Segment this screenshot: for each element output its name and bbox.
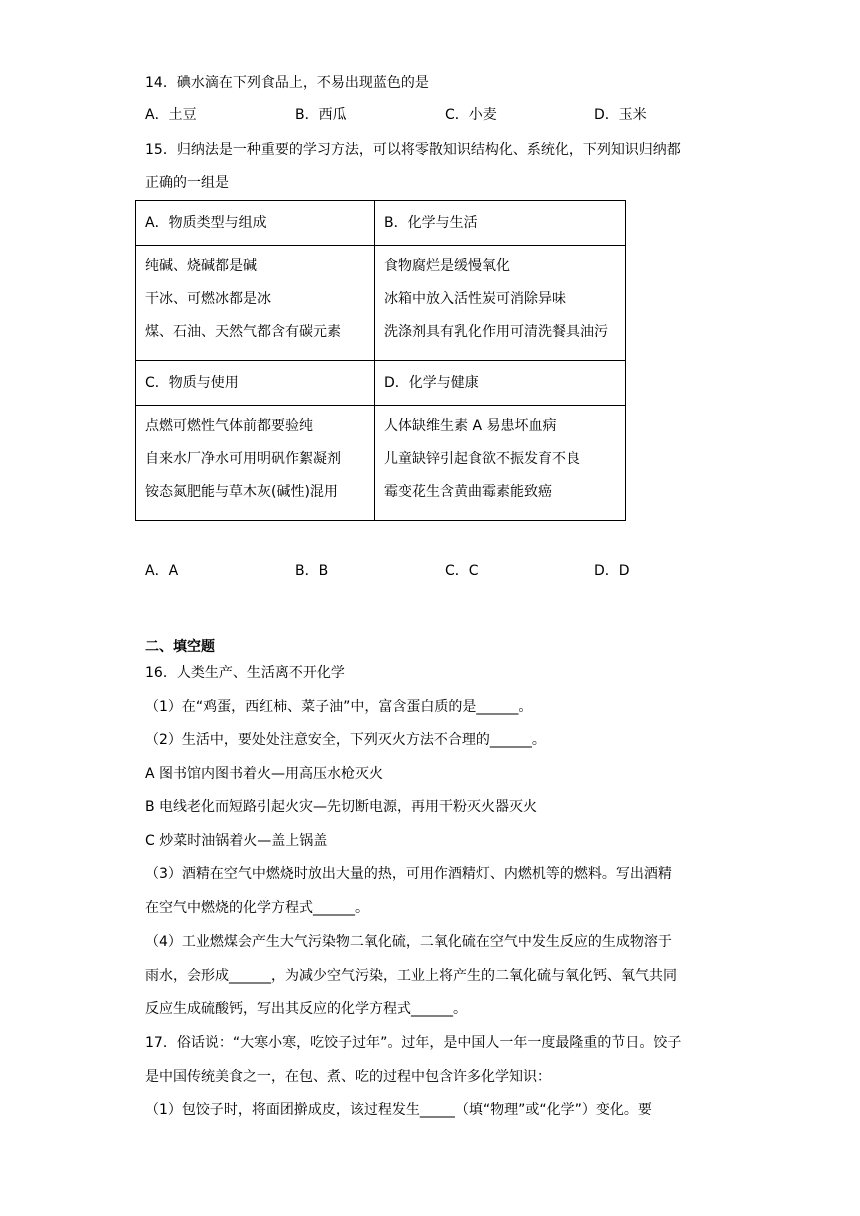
q14-stem: 14．碘水滴在下列食品上，不易出现蓝色的是: [145, 75, 429, 91]
q16-stem: 16．人类生产、生活离不开化学: [145, 665, 345, 681]
section-title: 二、填空题: [145, 639, 215, 655]
q15-a-item: 煤、石油、天然气都含有碳元素: [145, 324, 341, 340]
q16-part1: （1）在“鸡蛋，西红柿、菜子油”中，富含蛋白质的是______。: [145, 699, 533, 715]
q14-option-a: A．土豆: [145, 107, 197, 123]
q15-table: [135, 200, 626, 521]
q15-b-item: 冰箱中放入活性炭可消除异味: [384, 291, 566, 307]
q15-stem-line2: 正确的一组是: [145, 175, 229, 191]
q15-option-d: D．D: [594, 563, 630, 579]
q15-a-head: A．物质类型与组成: [136, 201, 375, 246]
q15-a-item: 干冰、可燃冰都是冰: [145, 291, 271, 307]
q16-part3-line1: （3）酒精在空气中燃烧时放出大量的热，可用作酒精灯、内燃机等的燃料。写出酒精: [145, 866, 672, 882]
q15-d-item: 人体缺维生素 A 易患坏血病: [384, 418, 557, 434]
q17-line1: 17．俗话说：“大寒小寒，吃饺子过年”。过年，是中国人一年一度最隆重的节日。饺子: [145, 1035, 682, 1051]
q15-b-head: B．化学与生活: [375, 201, 626, 246]
q15-option-a: A．A: [145, 563, 179, 579]
q15-c-item: 铵态氮肥能与草木灰(碱性)混用: [145, 484, 338, 500]
q15-c-head: C．物质与使用: [136, 361, 375, 406]
q15-stem-line1: 15．归纳法是一种重要的学习方法，可以将零散知识结构化、系统化，下列知识归纳都: [145, 142, 681, 158]
q16-option-b: B 电线老化而短路引起火灾—先切断电源，再用干粉灭火器灭火: [145, 799, 538, 815]
q14-option-c: C．小麦: [445, 107, 497, 123]
q16-option-c: C 炒菜时油锅着火—盖上锅盖: [145, 833, 328, 849]
q15-d-items: [375, 406, 626, 521]
q16-part2: （2）生活中，要处处注意安全，下列灭火方法不合理的______。: [145, 732, 546, 748]
q15-c-items: [136, 406, 375, 521]
q17-line2: 是中国传统美食之一，在包、煮、吃的过程中包含许多化学知识：: [145, 1069, 551, 1085]
q16-option-a: A 图书馆内图书着火—用高压水枪灭火: [145, 766, 384, 782]
q15-a-items: [136, 246, 375, 361]
q16-part4-line1: （4）工业燃煤会产生大气污染物二氧化硫，二氧化硫在空气中发生反应的生成物溶于: [145, 934, 672, 950]
q15-option-c: C．C: [445, 563, 479, 579]
q15-d-head: D．化学与健康: [375, 361, 626, 406]
q16-part3-line2: 在空气中燃烧的化学方程式______。: [145, 900, 369, 916]
q14-option-d: D．玉米: [594, 107, 647, 123]
q17-part1: （1）包饺子时，将面团擀成皮，该过程发生_____（填“物理”或“化学”）变化。要: [145, 1102, 652, 1118]
q15-b-item: 食物腐烂是缓慢氧化: [384, 258, 510, 274]
q15-d-item: 儿童缺锌引起食欲不振发育不良: [384, 451, 580, 467]
q15-b-item: 洗涤剂具有乳化作用可清洗餐具油污: [384, 324, 608, 340]
q15-c-item: 自来水厂净水可用明矾作絮凝剂: [145, 451, 341, 467]
q16-part4-line3: 反应生成硫酸钙，写出其反应的化学方程式______。: [145, 1001, 467, 1017]
q15-c-item: 点燃可燃性气体前都要验纯: [145, 418, 313, 434]
q16-part4-line2: 雨水，会形成______，为减少空气污染，工业上将产生的二氧化硫与氧化钙、氧气共同: [145, 968, 677, 984]
q15-a-item: 纯碱、烧碱都是碱: [145, 258, 257, 274]
q14-option-b: B．西瓜: [295, 107, 347, 123]
q15-b-items: [375, 246, 626, 361]
q15-option-b: B．B: [295, 563, 329, 579]
q15-d-item: 霉变花生含黄曲霉素能致癌: [384, 484, 552, 500]
